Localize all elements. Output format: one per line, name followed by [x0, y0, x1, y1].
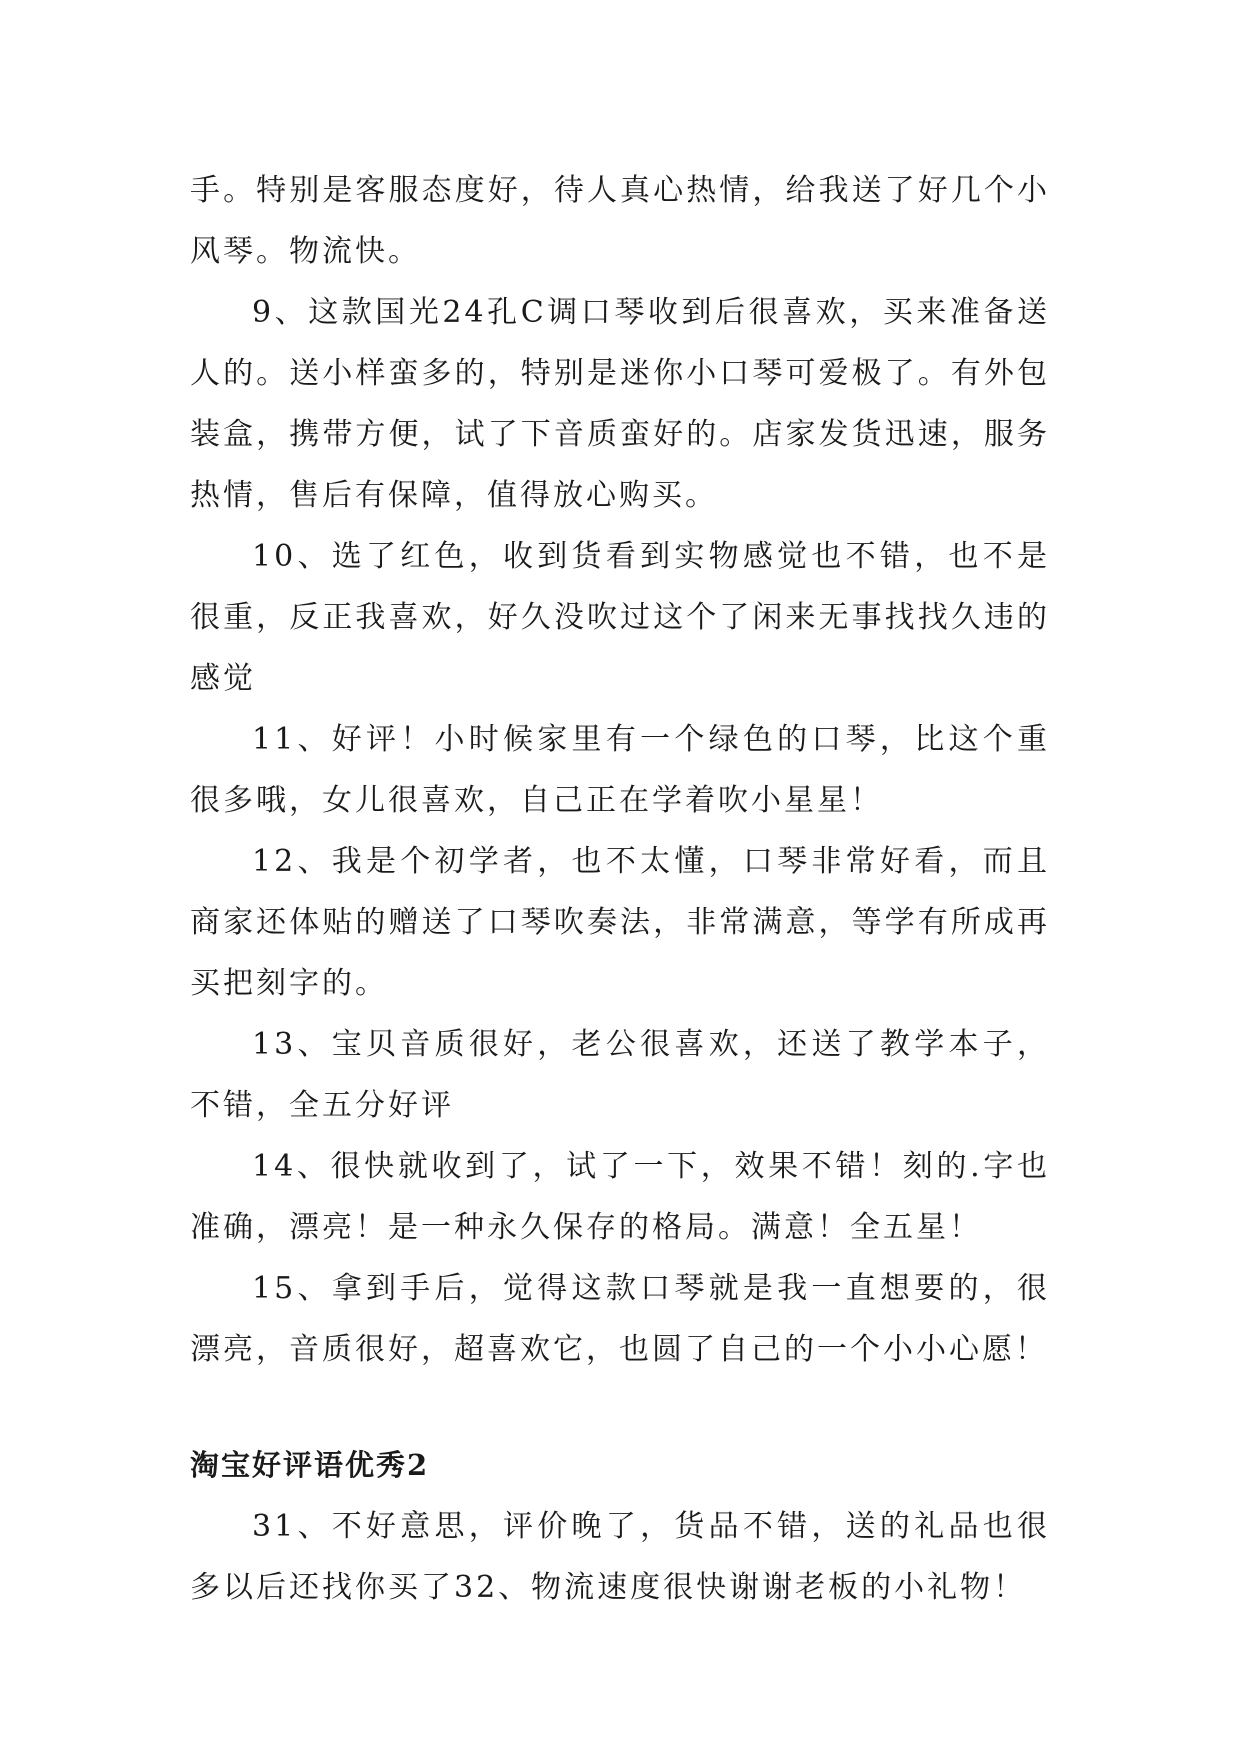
review-item-14: 14、很快就收到了，试了一下，效果不错！刻的.字也准确，漂亮！是一种永久保存的格局。满意！全五星！: [190, 1149, 1050, 1245]
review-item-31: 31、不好意思，评价晚了，货品不错，送的礼品也很多以后还找你买了32、物流速度很快谢谢老板的小礼物！: [190, 1509, 1050, 1605]
review-item-9: 9、这款国光24孔C调口琴收到后很喜欢，买来准备送人的。送小样蛮多的，特别是迷你小口琴可爱极了。有外包装盒，携带方便，试了下音质蛮好的。店家发货迅速，服务热情，售后有保障，值得放心购买。: [190, 295, 1050, 513]
review-item-12: 12、我是个初学者，也不太懂，口琴非常好看，而且商家还体贴的赠送了口琴吹奏法，非常满意，等学有所成再买把刻字的。: [190, 844, 1050, 1001]
document-body: [190, 160, 1050, 1618]
paragraph-continuation: 手。特别是客服态度好，待人真心热情，给我送了好几个小风琴。物流快。: [190, 173, 1050, 269]
review-item-10: 10、选了红色，收到货看到实物感觉也不错，也不是很重，反正我喜欢，好久没吹过这个了闲来无事找找久违的感觉: [190, 539, 1050, 696]
review-item-11: 11、好评！小时候家里有一个绿色的口琴，比这个重很多哦，女儿很喜欢，自己正在学着吹小星星！: [190, 722, 1050, 818]
review-item-13: 13、宝贝音质很好，老公很喜欢，还送了教学本子，不错，全五分好评: [190, 1027, 1050, 1123]
review-item-15: 15、拿到手后，觉得这款口琴就是我一直想要的，很漂亮，音质很好，超喜欢它，也圆了自己的一个小小心愿！: [190, 1271, 1050, 1367]
section-heading: 淘宝好评语优秀2: [190, 1448, 430, 1482]
